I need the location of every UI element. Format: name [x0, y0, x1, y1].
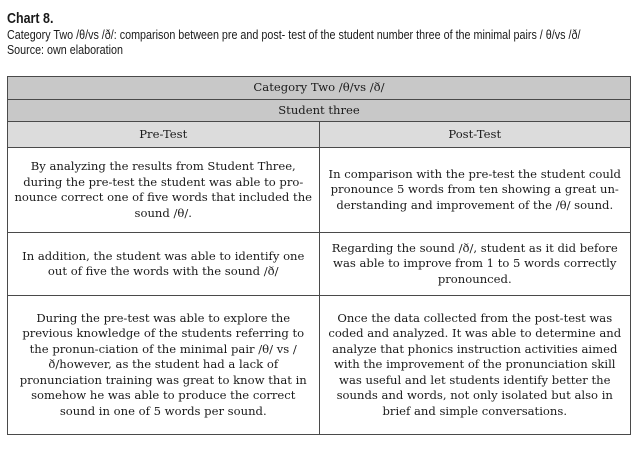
column-header-post-test: Post-Test — [319, 122, 631, 148]
category-header: Category Two /θ/vs /ð/ — [8, 77, 631, 100]
table-row — [8, 233, 631, 296]
chart-label: Chart 8. — [7, 11, 54, 27]
post-test-cell: Regarding the sound /ð/, student as it did before was able to improve from 1 to 5 words correctly pronounced. — [319, 233, 631, 296]
chart-source: Source: own elaboration — [7, 43, 123, 57]
pre-test-cell: In addition, the student was able to identify one out of five the words with the sound /ð/ — [8, 233, 320, 296]
chart-description: Category Two /θ/vs /ð/: comparison between pre and post- test of the student number three of the minimal pairs / θ/vs /ð/ — [7, 28, 581, 42]
table-row — [8, 296, 631, 435]
column-header-pre-test: Pre-Test — [8, 122, 320, 148]
post-test-cell: In comparison with the pre-test the student could pronounce 5 words from ten showing a great un-derstanding and improvement of the /θ/ sound. — [319, 148, 631, 233]
student-header: Student three — [8, 99, 631, 122]
chart-caption — [7, 10, 637, 58]
pre-test-cell: During the pre-test was able to explore the previous knowledge of the students referring to the pronun-ciation of the minimal pair /θ/ vs /ð/however, as the student had a lack of pronunciation training was great to know that in somehow he was able to produce the correct sound in one of 5 words per sound. — [8, 296, 320, 435]
post-test-cell: Once the data collected from the post-test was coded and analyzed. It was able to determine and analyze that phonics instruction activities aimed with the improvement of the pronunciation skill was useful and let students identify better the sounds and words, not only isolated but also in brief and simple conversations. — [319, 296, 631, 435]
pre-test-cell: By analyzing the results from Student Three, during the pre-test the student was able to pro-nounce correct one of five words that included the sound /θ/. — [8, 148, 320, 233]
table-row — [8, 148, 631, 233]
comparison-table — [7, 76, 631, 435]
